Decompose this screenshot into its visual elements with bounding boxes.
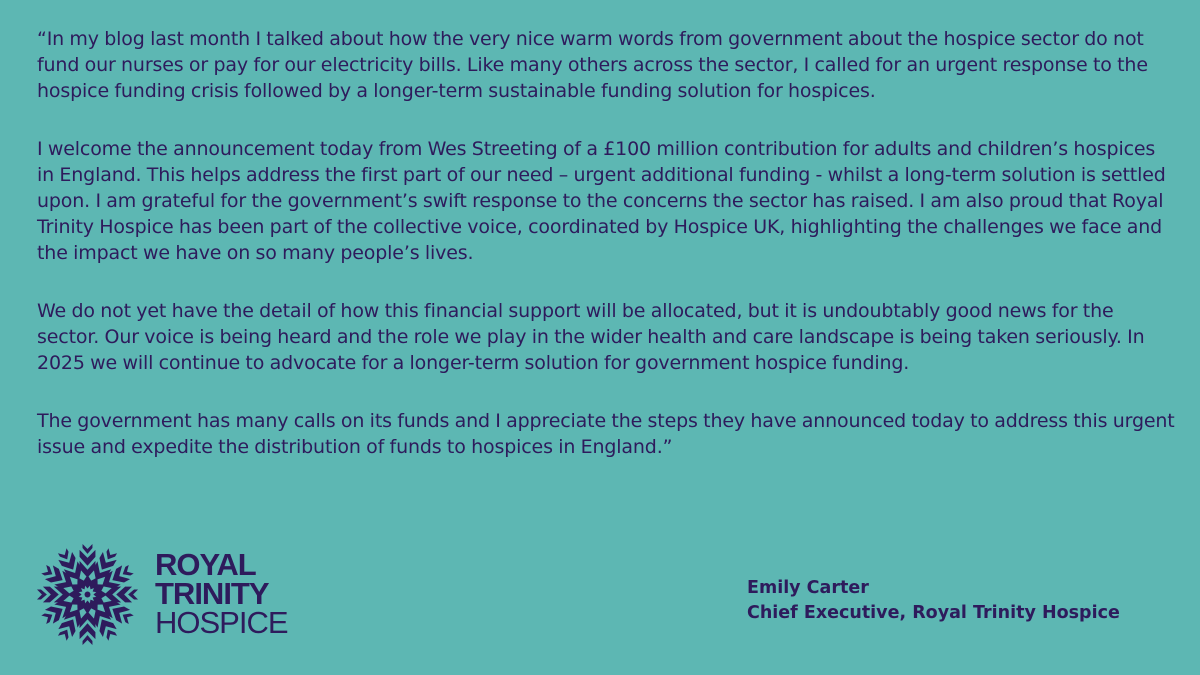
logo-wordmark <box>155 547 288 640</box>
logo-line-trinity: TRINITY <box>155 576 269 611</box>
royal-trinity-hospice-logo <box>36 543 306 646</box>
quote-paragraph: I welcome the announcement today from Wes Streeting of a £100 million contribution for adults and children’s hospices in England. This helps address the first part of our need – urgent additional funding - whilst a long-term solution is settled upon. I am grateful for the government’s swift response to the concerns the sector has raised. I am also proud that Royal Trinity Hospice has been part of the collective voice, coordinated by Hospice UK, highlighting the challenges we face and the impact we have on so many people’s lives. <box>37 138 1166 264</box>
signatory-title: Chief Executive, Royal Trinity Hospice <box>747 603 1120 623</box>
quote-paragraph: The government has many calls on its funds and I appreciate the steps they have announced today to address this urgent issue and expedite the distribution of funds to hospices in England.” <box>37 410 1175 458</box>
signatory-name: Emily Carter <box>747 578 869 598</box>
logo-line-hospice: HOSPICE <box>155 605 288 640</box>
quote-block <box>37 26 1177 460</box>
signature-block <box>747 576 1120 626</box>
quote-paragraph: We do not yet have the detail of how this financial support will be allocated, but it is undoubtably good news for the sector. Our voice is being heard and the role we play in the wider health and care landscape is being taken seriously. In 2025 we will continue to advocate for a longer-term solution for government hospice funding. <box>37 300 1145 374</box>
snowflake-star-icon <box>36 543 139 646</box>
logo-line-royal: ROYAL <box>155 547 256 582</box>
quote-paragraph: “In my blog last month I talked about how the very nice warm words from government about the hospice sector do not fund our nurses or pay for our electricity bills. Like many others across the sector, I called for an urgent response to the hospice funding crisis followed by a longer-term sustainable funding solution for hospices. <box>37 28 1148 102</box>
